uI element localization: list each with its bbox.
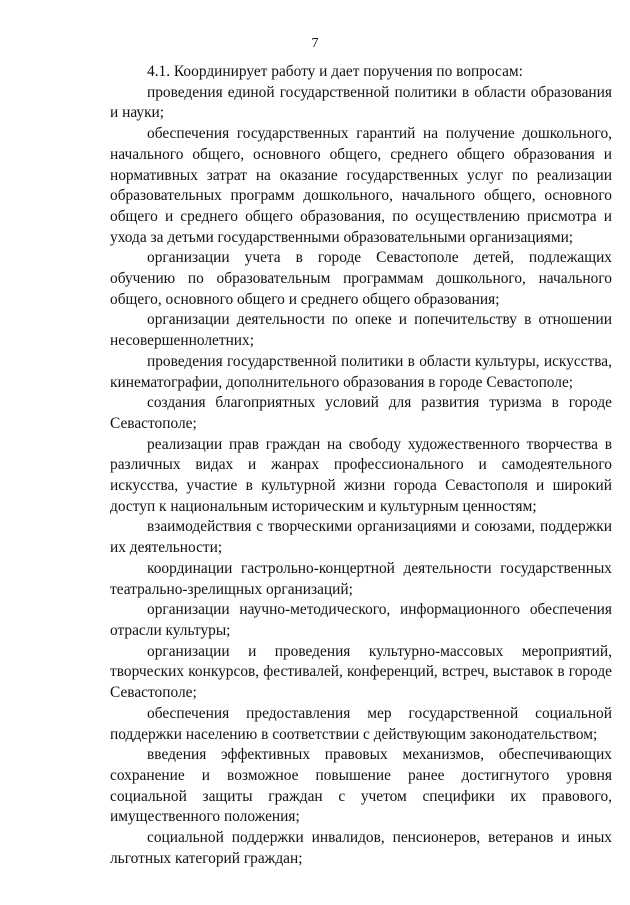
paragraph: организации учета в городе Севастополе детей, подлежащих обучению по образовательным программам дошкольного, начального общего, основного общего и среднего общего образования;: [110, 249, 612, 308]
paragraph: реализации прав граждан на свободу художественного творчества в различных видах и жанрах профессионального и самодеятельного искусства, участие в культурной жизни города Севастополя и широкий доступ к национальным историческим и культурным ценностям;: [110, 435, 612, 515]
paragraph: взаимодействия с творческими организациями и союзами, поддержки их деятельности;: [110, 518, 612, 557]
document-body: [110, 62, 612, 869]
paragraph: обеспечения предоставления мер государственной социальной поддержки населению в соответствии с действующим законодательством;: [110, 704, 612, 743]
page-number: 7: [311, 36, 319, 51]
paragraph: организации и проведения культурно-массовых мероприятий, творческих конкурсов, фестивалей, конференций, встреч, выставок в городе Севастополе;: [110, 642, 612, 702]
paragraph: проведения единой государственной политики в области образования и науки;: [110, 83, 612, 122]
paragraph: социальной поддержки инвалидов, пенсионеров, ветеранов и иных льготных категорий граждан;: [110, 829, 612, 867]
paragraph: организации научно-методического, информационного обеспечения отрасли культуры;: [110, 601, 612, 639]
paragraph: создания благоприятных условий для развития туризма в городе Севастополе;: [110, 394, 612, 432]
paragraph: проведения государственной политики в области культуры, искусства, кинематографии, дополнительного образования в городе Севастополе;: [110, 352, 612, 391]
paragraph: организации деятельности по опеке и попечительству в отношении несовершеннолетних;: [110, 311, 612, 350]
section-heading: 4.1. Координирует работу и дает поручения по вопросам:: [147, 63, 523, 80]
paragraph: координации гастрольно-концертной деятельности государственных театрально-зрелищных организаций;: [110, 559, 612, 598]
paragraph: введения эффективных правовых механизмов, обеспечивающих сохранение и возможное повышение ранее достигнутого уровня социальной защиты граждан с учетом специфики их правового, имущественного положения;: [110, 746, 612, 826]
paragraph: обеспечения государственных гарантий на получение дошкольного, начального общего, основного общего, среднего общего образования и нормативных затрат на оказание государственных услуг по реализации образовательных программ дошкольного, начального общего, основного общего и среднего общего образования, по осуществлению присмотра и ухода за детьми государственными образовательными организациями;: [110, 125, 612, 246]
